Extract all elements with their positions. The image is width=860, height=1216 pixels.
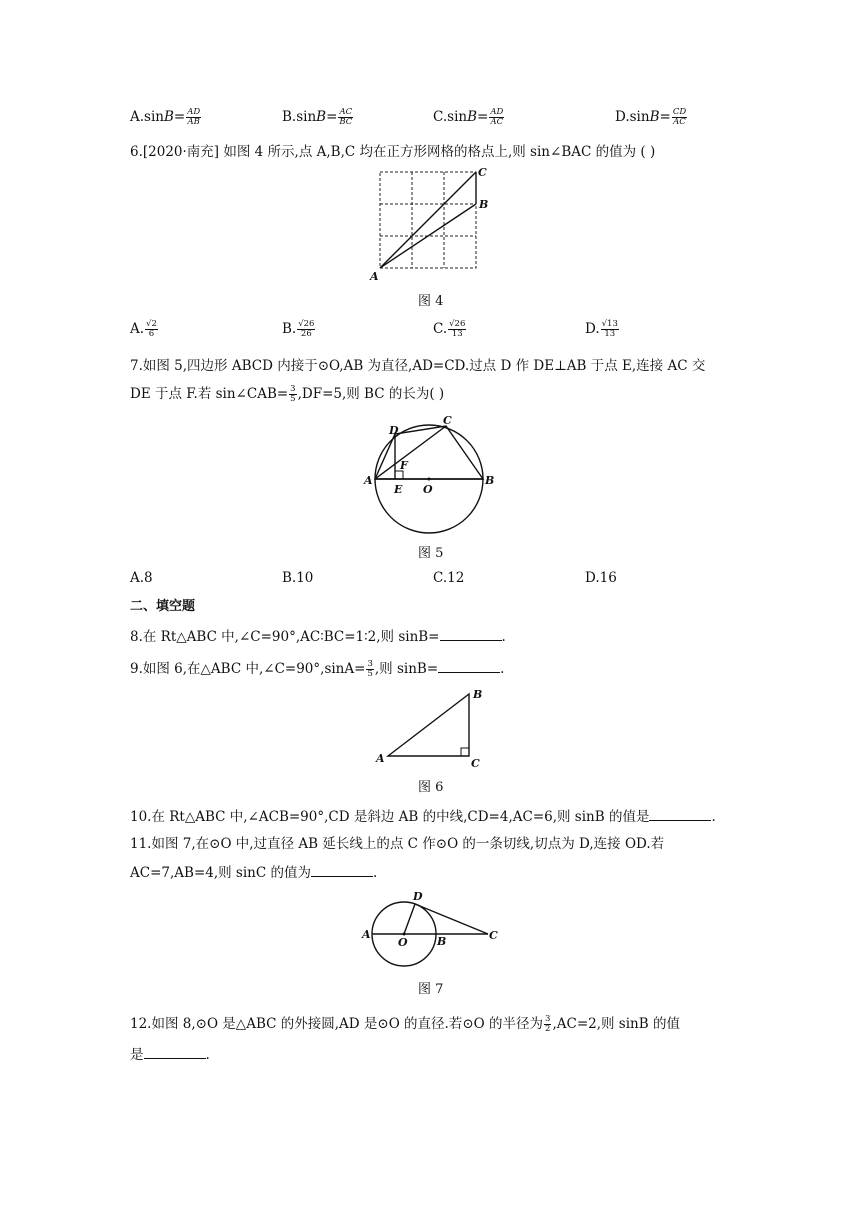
fig6-label-a: A [376,752,385,765]
q7-question-line1: 7.如图 5,四边形 ABCD 内接于⊙O,AB 为直径,AD=CD.过点 D 作 DE⊥AB 于点 E,连接 AC 交 [130,358,706,374]
fig7-label-o: O [398,936,408,949]
fig5-label-f: F [400,459,408,472]
fig4-label-a: A [370,270,379,283]
fig5-label-a: A [364,474,373,487]
fig6-label-b: B [473,688,483,701]
q6-question: 6.[2020·南充] 如图 4 所示,点 A,B,C 均在正方形网格的格点上,则 sin∠BAC 的值为 ( ) [130,144,656,160]
fig7-label-d: D [413,890,423,903]
q6-option-b: B. $\frac{√26}{26}$ [282,319,315,339]
q9-question: 9.如图 6,在△ABC 中,∠C=90°,sinA= $\frac{3}{5}$ ,则 sinB= . [130,659,505,679]
q5-option-a: A.sinB= $\frac{AD}{AB}$ [130,107,201,127]
figure-5-caption: 图 5 [418,546,444,561]
figure-5-circle [362,412,502,537]
q5-option-c: C.sinB= $\frac{AD}{AC}$ [433,107,504,127]
section-title-fill-in: 二、填空题 [130,599,196,614]
fig5-label-o: O [423,483,433,496]
q12-answer-blank[interactable] [144,1044,206,1059]
fig5-label-c: C [443,414,452,427]
q11-answer-blank[interactable] [311,862,373,877]
figure-7-caption: 图 7 [418,982,444,997]
fig5-label-b: B [485,474,495,487]
q5-option-d: D.sinB= $\frac{CD}{AC}$ [615,107,687,127]
q12-question-line2: 是 . [130,1044,210,1065]
fig4-label-b: B [479,198,489,211]
q7-option-d: D.16 [585,570,617,586]
figure-6-caption: 图 6 [418,780,444,795]
q7-option-a: A.8 [130,570,153,586]
fig7-label-a: A [362,928,371,941]
figure-6-triangle [372,686,492,770]
q7-option-b: B.10 [282,570,314,586]
q11-question-line2: AC=7,AB=4,则 sinC 的值为 . [130,862,377,883]
q7-option-c: C.12 [433,570,465,586]
q11-question-line1: 11.如图 7,在⊙O 中,过直径 AB 延长线上的点 C 作⊙O 的一条切线,切点为 D,连接 OD.若 [130,836,665,852]
q10-answer-blank[interactable] [649,806,711,821]
q6-option-a: A. $\frac{√2}{6}$ [130,319,157,339]
fig7-label-c: C [489,929,498,942]
q9-answer-blank[interactable] [438,658,500,673]
figure-4-caption: 图 4 [418,294,444,309]
figure-7-tangent [358,886,508,972]
q12-question-line1: 12.如图 8,⊙O 是△ABC 的外接圆,AD 是⊙O 的直径.若⊙O 的半径为 $\frac{3}{2}$ ,AC=2,则 sinB 的值 [130,1014,680,1034]
fig5-label-d: D [389,424,399,437]
fig4-label-c: C [478,166,487,179]
q6-option-c: C. $\frac{√26}{13}$ [433,319,466,339]
fig5-label-e: E [394,483,403,496]
q8-answer-blank[interactable] [440,626,502,641]
q7-question-line2: DE 于点 F.若 sin∠CAB= $\frac{3}{5}$ ,DF=5,则 BC 的长为( ) [130,384,445,404]
q5-option-b: B.sinB= $\frac{AC}{BC}$ [282,107,353,127]
fig7-label-b: B [437,935,447,948]
q6-option-d: D. $\frac{√13}{13}$ [585,319,618,339]
q10-question: 10.在 Rt△ABC 中,∠ACB=90°,CD 是斜边 AB 的中线,CD=4,AC=6,则 sinB 的值是 . [130,806,716,827]
fig6-label-c: C [471,757,480,770]
q8-question: 8.在 Rt△ABC 中,∠C=90°,AC∶BC=1∶2,则 sinB= . [130,626,506,647]
figure-4-grid [368,164,498,284]
